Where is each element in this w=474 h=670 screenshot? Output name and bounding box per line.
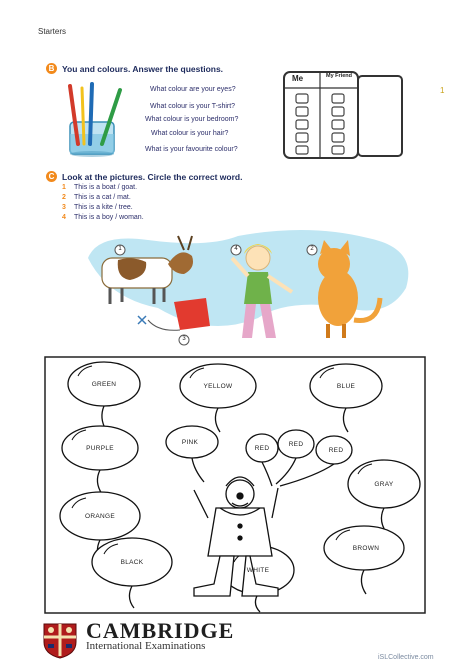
balloon-label-brown: BROWN — [352, 545, 380, 552]
question-5: What is your favourite colour? — [145, 146, 238, 153]
balloon-label-red-2: RED — [288, 441, 304, 448]
balloon-colouring-area — [44, 356, 426, 614]
worksheet-header: Starters — [38, 27, 67, 36]
section-c-title: Look at the pictures. Circle the correct word. — [62, 172, 243, 182]
circle-item-1: 1 This is a boat / goat. — [62, 184, 138, 191]
question-3: What colour is your bedroom? — [145, 116, 239, 123]
question-1: What colour are your eyes? — [150, 86, 236, 93]
balloon-label-purple: PURPLE — [86, 445, 114, 452]
section-c-picture-scene — [88, 228, 418, 350]
balloon-label-gray: GRAY — [374, 481, 394, 488]
picture-number-2: 2 — [310, 246, 314, 252]
question-4: What colour is your hair? — [151, 130, 229, 137]
me-friend-answer-table — [282, 70, 404, 162]
page-number: 1 — [440, 86, 445, 95]
cambridge-logo-subtitle: International Examinations — [86, 640, 206, 652]
paint-brushes-jar-illustration — [60, 82, 132, 160]
table-header-me: Me — [292, 74, 304, 83]
balloon-label-red-3: RED — [328, 447, 344, 454]
watermark: iSLCollective.com — [378, 654, 434, 661]
balloon-label-orange: ORANGE — [85, 513, 115, 520]
circle-item-2: 2 This is a cat / mat. — [62, 194, 131, 201]
balloon-label-white: WHITE — [246, 567, 270, 574]
balloon-label-red-1: RED — [254, 445, 270, 452]
picture-number-1: 1 — [118, 246, 122, 252]
picture-number-3: 3 — [182, 336, 186, 342]
picture-number-4: 4 — [234, 246, 238, 252]
question-2: What colour is your T-shirt? — [150, 103, 236, 110]
circle-item-3: 3 This is a kite / tree. — [62, 204, 133, 211]
section-c-badge: C — [46, 171, 57, 182]
balloon-label-green: GREEN — [91, 381, 117, 388]
table-header-friend: My Friend — [326, 73, 352, 79]
balloon-label-blue: BLUE — [336, 383, 356, 390]
balloon-label-pink: PINK — [181, 439, 199, 446]
circle-item-4: 4 This is a boy / woman. — [62, 214, 144, 221]
section-b-title: You and colours. Answer the questions. — [62, 64, 224, 74]
cambridge-crest-icon — [40, 620, 80, 660]
cambridge-logo-word: CAMBRIDGE — [86, 618, 235, 643]
balloon-label-black: BLACK — [120, 559, 144, 566]
balloon-label-yellow: YELLOW — [203, 383, 233, 390]
section-b-badge: B — [46, 63, 57, 74]
